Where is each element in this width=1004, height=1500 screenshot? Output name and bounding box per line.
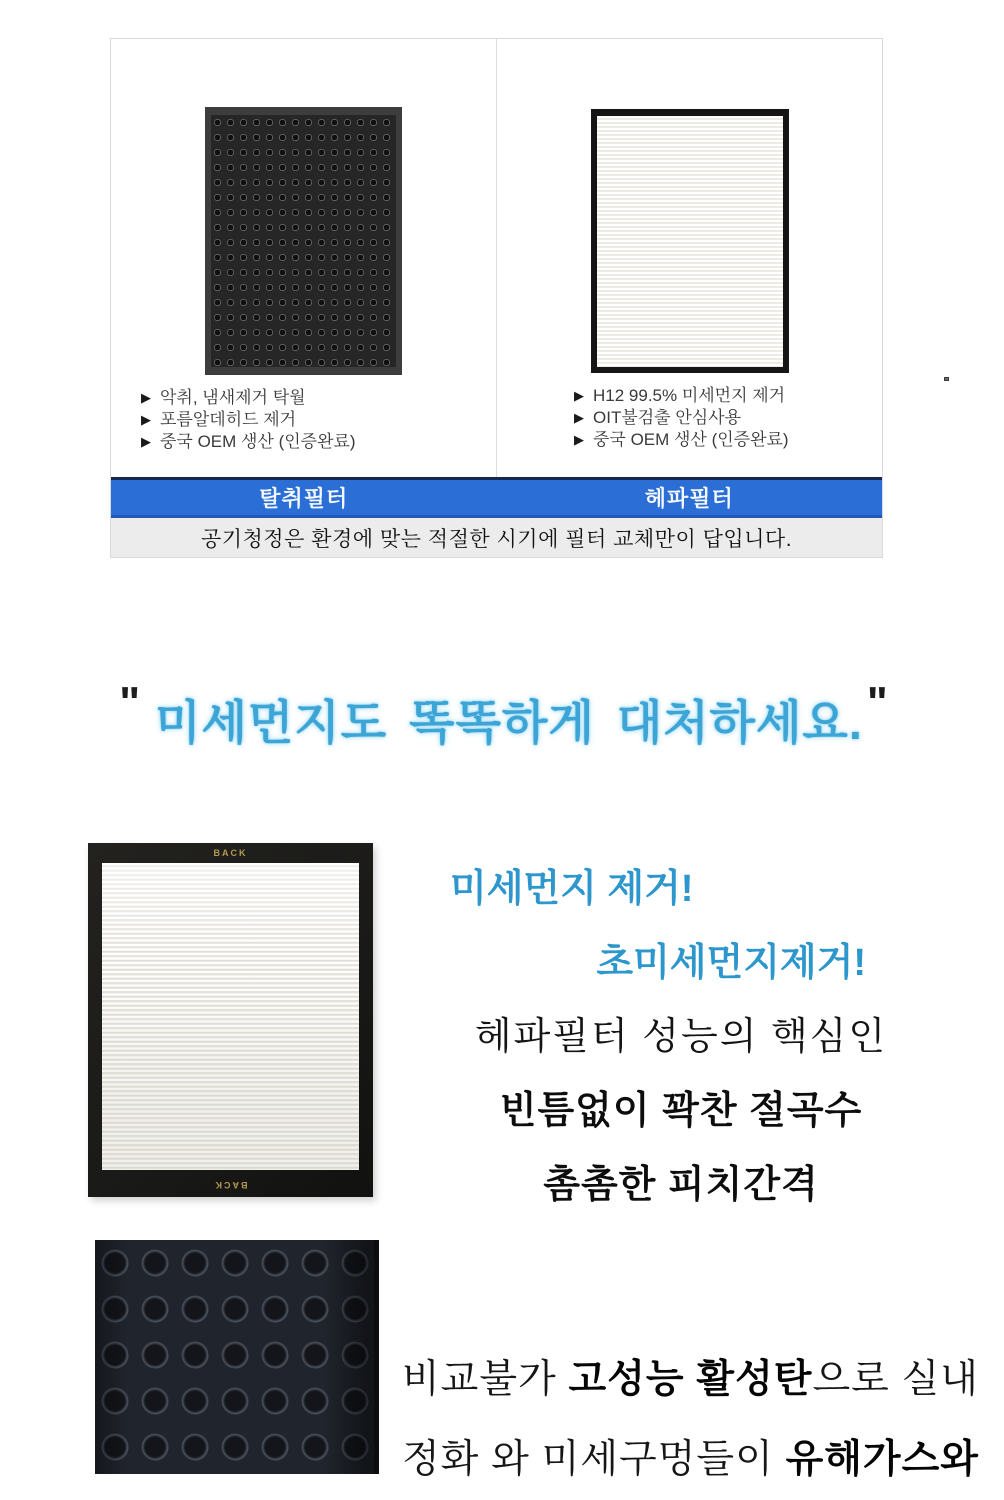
triangle-bullet-icon: ▶ xyxy=(141,412,151,427)
triangle-bullet-icon: ▶ xyxy=(574,388,584,403)
open-quote: " xyxy=(119,678,138,727)
hepa-filter-photo xyxy=(88,843,373,1197)
hepa-filter-label: 헤파필터 xyxy=(644,486,734,511)
filter-name-bar xyxy=(111,477,882,518)
artifact-dot xyxy=(944,377,949,381)
carbon-line1-post: 으로 실내 xyxy=(812,1358,979,1401)
hepa-feature-line-2: 초미세먼지제거! xyxy=(596,942,866,984)
bullet-text: OIT불검출 안심사용 xyxy=(593,408,742,427)
carbon-feature-text xyxy=(402,1340,1002,1500)
bullet-text: 중국 OEM 생산 (인증완료) xyxy=(593,430,789,449)
filter-comparison-panel xyxy=(110,38,883,558)
triangle-bullet-icon: ▶ xyxy=(574,432,584,447)
activated-carbon-photo xyxy=(95,1240,379,1474)
carbon-line2-bold: 유해가스와 xyxy=(785,1438,979,1481)
frame-label-back-bottom: BACK xyxy=(213,1180,248,1190)
hepa-pleats-surface xyxy=(102,863,359,1170)
list-item xyxy=(141,387,496,409)
hepa-feature-line-5: 촘촘한 피치간격 xyxy=(543,1164,819,1206)
hepa-feature-text xyxy=(450,852,912,1222)
hepa-feature-line-1: 미세먼지 제거! xyxy=(450,868,694,910)
hepa-filter-bullets xyxy=(574,385,882,451)
replacement-caption-bar: 공기청정은 환경에 맞는 적절한 시기에 필터 교체만이 답입니다. xyxy=(111,518,882,557)
triangle-bullet-icon: ▶ xyxy=(141,390,151,405)
comparison-columns xyxy=(111,39,882,477)
hepa-filter-image xyxy=(591,109,789,373)
carbon-line2-pre: 정화 와 미세구멍들이 xyxy=(402,1438,786,1481)
list-item xyxy=(574,429,882,451)
bullet-text: H12 99.5% 미세먼지 제거 xyxy=(593,386,786,405)
headline xyxy=(0,678,1004,753)
carbon-line1-pre: 비교불가 xyxy=(402,1358,569,1401)
triangle-bullet-icon: ▶ xyxy=(574,410,584,425)
deodorizing-filter-bullets xyxy=(141,387,496,453)
deodorizing-filter-column xyxy=(111,39,497,477)
list-item xyxy=(141,409,496,431)
close-quote: " xyxy=(866,678,885,727)
bullet-text: 중국 OEM 생산 (인증완료) xyxy=(160,432,356,451)
headline-text: 미세먼지도 똑똑하게 대처하세요. xyxy=(155,696,863,749)
bullet-text: 포름알데히드 제거 xyxy=(160,410,297,429)
triangle-bullet-icon: ▶ xyxy=(141,434,151,449)
list-item xyxy=(574,407,882,429)
deodorizing-filter-label: 탈취필터 xyxy=(259,486,349,511)
deodorizing-filter-image xyxy=(205,107,402,375)
frame-label-back-top: BACK xyxy=(213,848,248,858)
bullet-text: 악취, 냄새제거 탁월 xyxy=(160,388,306,407)
hepa-feature-line-4: 빈틈없이 꽉찬 절곡수 xyxy=(499,1090,863,1132)
list-item xyxy=(574,385,882,407)
list-item xyxy=(141,431,496,453)
hepa-feature-line-3: 헤파필터 성능의 핵심인 xyxy=(474,1016,888,1058)
carbon-feature-line-2 xyxy=(402,1420,1002,1500)
carbon-line1-bold: 고성능 활성탄 xyxy=(568,1358,813,1401)
hepa-filter-column xyxy=(497,39,882,477)
carbon-feature-line-1 xyxy=(402,1340,1002,1420)
